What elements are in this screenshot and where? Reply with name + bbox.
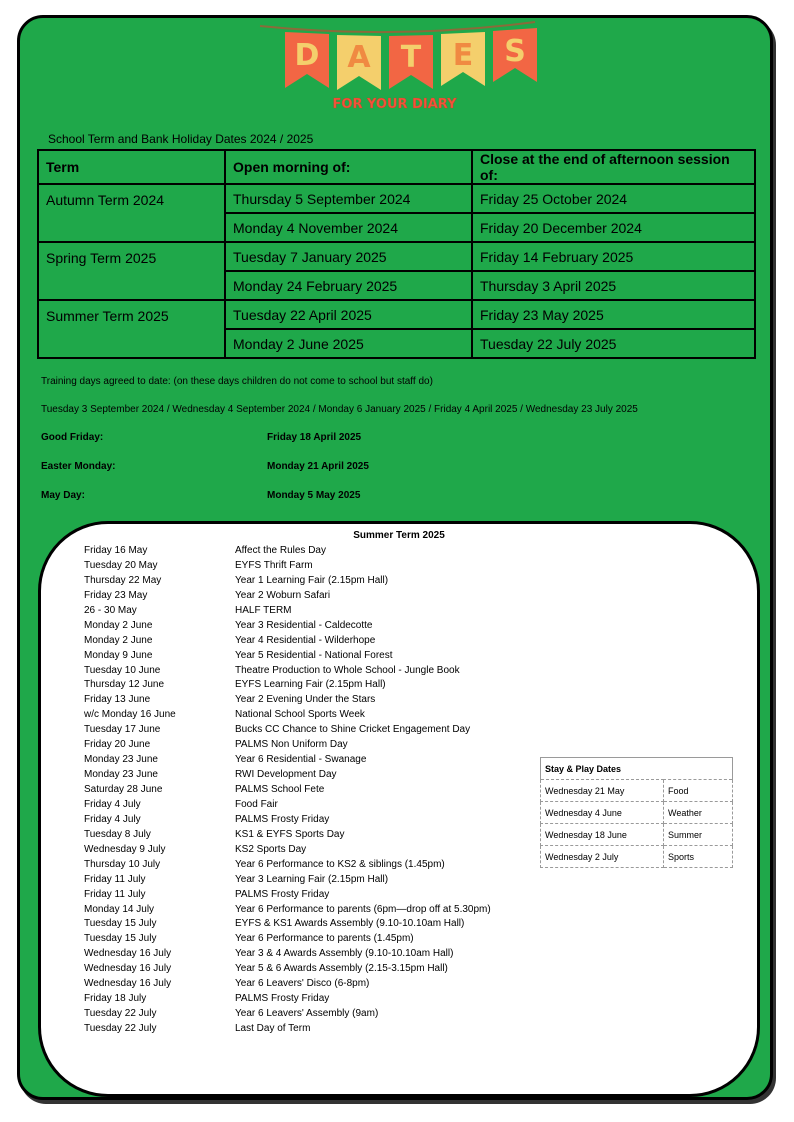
list-item (84, 947, 491, 962)
event-date: Friday 4 July (84, 813, 141, 825)
event-date: Tuesday 15 July (84, 933, 157, 945)
event-date: Saturday 28 June (84, 784, 163, 795)
event-date: Wednesday 16 July (84, 978, 172, 990)
list-item (84, 738, 491, 753)
list-item (84, 813, 491, 828)
term-name: Autumn Term 2024 (38, 184, 225, 242)
event-date: Tuesday 22 July (84, 1023, 157, 1034)
stay-play-title: Stay & Play Dates (541, 758, 733, 780)
list-item (84, 634, 491, 649)
event-date: Friday 4 July (84, 798, 141, 810)
event-date: Friday 20 June (84, 739, 151, 751)
event-date: Friday 13 June (84, 694, 151, 706)
close-date: Thursday 3 April 2025 (472, 271, 755, 300)
event-date: Thursday 10 July (84, 858, 161, 870)
banner-letter: D (294, 38, 320, 73)
event-date: Tuesday 17 June (84, 724, 161, 736)
event-description: National School Sports Week (235, 709, 365, 721)
open-date: Monday 2 June 2025 (225, 329, 472, 358)
list-item (84, 649, 491, 664)
event-description: KS1 & EYFS Sports Day (235, 828, 345, 840)
list-item (84, 798, 491, 813)
open-date: Thursday 5 September 2024 (225, 184, 472, 213)
event-description: Year 6 Residential - Swanage (235, 754, 367, 766)
list-item (84, 843, 491, 858)
term-name: Summer Term 2025 (38, 300, 225, 358)
list-item (84, 589, 491, 604)
event-description: PALMS Non Uniform Day (235, 739, 348, 751)
event-description: Year 4 Residential - Wilderhope (235, 634, 376, 646)
event-description: Year 2 Evening Under the Stars (235, 694, 376, 706)
banner-letter: S (504, 34, 526, 69)
event-date: Wednesday 16 July (84, 963, 172, 975)
header-open: Open morning of: (225, 150, 472, 184)
training-note: Training days agreed to date: (on these days children do not come to school but staff do) (41, 376, 433, 387)
event-date: Monday 23 June (84, 769, 158, 781)
stay-play-theme: Sports (664, 846, 733, 868)
event-description: Food Fair (235, 798, 278, 810)
close-date: Friday 20 December 2024 (472, 213, 755, 242)
event-description: Year 3 & 4 Awards Assembly (9.10-10.10am Hall) (235, 948, 454, 960)
event-description: Year 5 Residential - National Forest (235, 649, 393, 661)
list-item (84, 873, 491, 888)
event-date: Tuesday 15 July (84, 918, 157, 930)
close-date: Tuesday 22 July 2025 (472, 329, 755, 358)
list-item (84, 544, 491, 559)
table-row (38, 242, 755, 271)
event-description: PALMS Frosty Friday (235, 888, 330, 900)
list-item (84, 917, 491, 932)
holiday-label: Good Friday: (41, 432, 104, 443)
list-item (84, 678, 491, 693)
list-item (84, 1007, 491, 1022)
list-item (84, 768, 491, 783)
event-description: EYFS Learning Fair (2.15pm Hall) (235, 679, 386, 691)
event-date: Friday 18 July (84, 993, 147, 1005)
event-description: KS2 Sports Day (235, 843, 307, 855)
stay-play-date: Wednesday 21 May (541, 780, 664, 802)
event-description: Last Day of Term (235, 1023, 311, 1034)
list-item (84, 992, 491, 1007)
list-item (84, 664, 491, 679)
close-date: Friday 14 February 2025 (472, 242, 755, 271)
event-description: Year 6 Performance to KS2 & siblings (1.45pm) (235, 858, 445, 870)
list-item (84, 828, 491, 843)
event-date: Tuesday 8 July (84, 828, 151, 840)
event-date: Friday 16 May (84, 545, 148, 556)
stay-play-table (540, 757, 733, 868)
event-date: Monday 2 June (84, 619, 153, 631)
event-date: Wednesday 16 July (84, 948, 172, 960)
close-date: Friday 25 October 2024 (472, 184, 755, 213)
event-date: w/c Monday 16 June (84, 709, 176, 721)
stay-play-date: Wednesday 2 July (541, 846, 664, 868)
table-row (541, 780, 733, 802)
event-description: Year 5 & 6 Awards Assembly (2.15-3.15pm Hall) (235, 963, 448, 975)
event-date: Friday 11 July (84, 888, 146, 900)
open-date: Tuesday 7 January 2025 (225, 242, 472, 271)
list-item (84, 903, 491, 918)
list-item (84, 604, 491, 619)
event-date: Tuesday 22 July (84, 1008, 157, 1020)
list-item (84, 574, 491, 589)
table-row (541, 824, 733, 846)
holiday-date: Monday 5 May 2025 (267, 490, 361, 501)
table-row (38, 184, 755, 213)
event-description: Year 3 Learning Fair (2.15pm Hall) (235, 873, 389, 885)
header-close: Close at the end of afternoon session of: (472, 150, 755, 184)
event-date: Wednesday 9 July (84, 843, 166, 855)
stay-play-header-row (541, 758, 733, 780)
list-item (84, 888, 491, 903)
holiday-date: Monday 21 April 2025 (267, 461, 369, 472)
table-header-row (38, 150, 755, 184)
event-date: Friday 11 July (84, 873, 146, 885)
list-item (84, 962, 491, 977)
event-description: PALMS Frosty Friday (235, 813, 330, 825)
banner-letter: A (347, 40, 371, 75)
event-date: Tuesday 10 June (84, 664, 161, 676)
holiday-label: May Day: (41, 490, 85, 501)
table-row (541, 802, 733, 824)
list-item (84, 858, 491, 873)
event-description: Year 3 Residential - Caldecotte (235, 619, 373, 631)
open-date: Monday 4 November 2024 (225, 213, 472, 242)
list-item (84, 932, 491, 947)
event-date: Monday 14 July (84, 903, 155, 915)
event-description: Bucks CC Chance to Shine Cricket Engagement Day (235, 724, 471, 736)
open-date: Monday 24 February 2025 (225, 271, 472, 300)
event-description: Theatre Production to Whole School - Jungle Book (235, 664, 460, 676)
list-item (84, 1022, 491, 1037)
header-term: Term (38, 150, 225, 184)
table-row (541, 846, 733, 868)
event-date: Thursday 12 June (84, 679, 165, 691)
holiday-label: Easter Monday: (41, 461, 116, 472)
summer-events-list (84, 544, 491, 1037)
event-date: 26 - 30 May (84, 604, 137, 616)
event-date: Monday 23 June (84, 754, 158, 766)
event-date: Friday 23 May (84, 589, 148, 601)
table-row (38, 300, 755, 329)
list-item (84, 753, 491, 768)
term-dates-table (37, 149, 756, 359)
banner-letter: E (452, 38, 474, 73)
summer-events-title: Summer Term 2025 (353, 530, 445, 541)
list-item (84, 559, 491, 574)
event-description: Year 6 Performance to parents (6pm—drop off at 5.30pm) (235, 903, 491, 915)
term-name: Spring Term 2025 (38, 242, 225, 300)
event-description: Year 1 Learning Fair (2.15pm Hall) (235, 574, 389, 586)
list-item (84, 723, 491, 738)
list-item (84, 693, 491, 708)
list-item (84, 619, 491, 634)
event-description: Year 6 Performance to parents (1.45pm) (235, 933, 414, 945)
holiday-date: Friday 18 April 2025 (267, 432, 362, 443)
page-heading: School Term and Bank Holiday Dates 2024 / 2025 (48, 132, 314, 146)
event-description: Year 6 Leavers' Assembly (9am) (235, 1008, 379, 1020)
close-date: Friday 23 May 2025 (472, 300, 755, 329)
event-description: Year 2 Woburn Safari (235, 589, 331, 601)
event-description: EYFS Thrift Farm (235, 559, 313, 571)
event-description: RWI Development Day (235, 769, 337, 781)
list-item (84, 977, 491, 992)
stay-play-date: Wednesday 18 June (541, 824, 664, 846)
event-description: EYFS & KS1 Awards Assembly (9.10-10.10am Hall) (235, 918, 465, 930)
event-description: HALF TERM (235, 604, 292, 616)
event-description: PALMS Frosty Friday (235, 993, 330, 1005)
event-date: Thursday 22 May (84, 574, 162, 586)
training-dates: Tuesday 3 September 2024 / Wednesday 4 September 2024 / Monday 6 January 2025 / Friday 4 April 2025 / Wednesday 23 July 2025 (41, 404, 638, 415)
event-description: Year 6 Leavers' Disco (6-8pm) (235, 978, 370, 990)
event-date: Tuesday 20 May (84, 559, 158, 571)
stay-play-theme: Weather (664, 802, 733, 824)
event-description: PALMS School Fete (235, 784, 325, 795)
banner-tagline: FOR YOUR DIARY (332, 97, 457, 112)
banner-letter: T (400, 40, 422, 75)
list-item (84, 783, 491, 798)
event-date: Monday 9 June (84, 649, 153, 661)
event-description: Affect the Rules Day (235, 545, 326, 556)
stay-play-theme: Summer (664, 824, 733, 846)
list-item (84, 708, 491, 723)
event-date: Monday 2 June (84, 634, 153, 646)
stay-play-theme: Food (664, 780, 733, 802)
open-date: Tuesday 22 April 2025 (225, 300, 472, 329)
stay-play-date: Wednesday 4 June (541, 802, 664, 824)
